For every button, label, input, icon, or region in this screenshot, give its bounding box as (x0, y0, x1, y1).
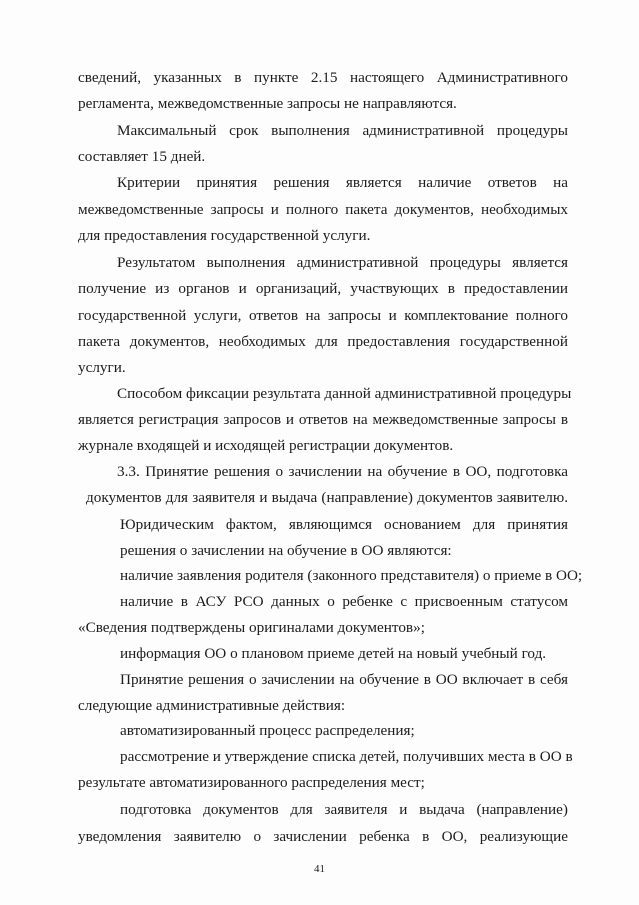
text-line: для предоставления государственной услуги. (78, 227, 371, 244)
text-line: рассмотрение и утверждение списка детей, получивших места в ОО в (120, 748, 573, 765)
text-line: уведомления заявителю о зачислении ребенка в ОО, реализующие (78, 828, 568, 845)
text-line: государственной услуги, ответов на запросы и комплектование полного (78, 307, 568, 324)
text-line: Результатом выполнения административной процедуры является (117, 254, 568, 271)
text-line: пакета документов, необходимых для предоставления государственной (78, 333, 568, 350)
text-line: Юридическим фактом, являющимся основанием для принятия (120, 516, 568, 533)
text-line: сведений, указанных в пункте 2.15 настоящего Административного (78, 69, 568, 86)
text-line: автоматизированный процесс распределения; (120, 722, 415, 739)
section-heading-line: документов для заявителя и выдача (направление) документов заявителю. (86, 489, 568, 506)
text-line: является регистрация запросов и ответов на межведомственные запросы в (78, 411, 568, 428)
text-line: межведомственные запросы и полного пакета документов, необходимых (78, 201, 568, 218)
text-line: следующие административные действия: (78, 697, 346, 714)
text-line: информация ОО о плановом приеме детей на новый учебный год. (120, 645, 547, 662)
page-number: 41 (314, 863, 325, 875)
text-line: журнале входящей и исходящей регистрации документов. (78, 437, 454, 454)
text-line: решения о зачислении на обучение в ОО являются: (120, 542, 452, 559)
text-line: Способом фиксации результата данной административной процедуры (117, 385, 572, 402)
text-line: Принятие решения о зачислении на обучение в ОО включает в себя (120, 671, 568, 688)
text-line: наличие заявления родителя (законного представителя) о приеме в ОО; (120, 567, 583, 584)
text-line: Критерии принятия решения является наличие ответов на (117, 174, 568, 191)
text-line: подготовка документов для заявителя и выдача (направление) (120, 801, 568, 818)
text-line: составляет 15 дней. (78, 148, 206, 165)
text-line: Максимальный срок выполнения административной процедуры (117, 122, 568, 139)
text-line: «Сведения подтверждены оригиналами документов»; (78, 619, 425, 636)
section-heading-line: 3.3. Принятие решения о зачислении на обучение в ОО, подготовка (117, 463, 568, 480)
text-line: результате автоматизированного распределения мест; (78, 774, 425, 791)
text-line: регламента, межведомственные запросы не направляются. (78, 95, 457, 112)
text-line: получение из органов и организаций, участвующих в предоставлении (78, 280, 568, 297)
text-line: услуги. (78, 359, 126, 376)
text-line: наличие в АСУ РСО данных о ребенке с присвоенным статусом (120, 593, 568, 610)
